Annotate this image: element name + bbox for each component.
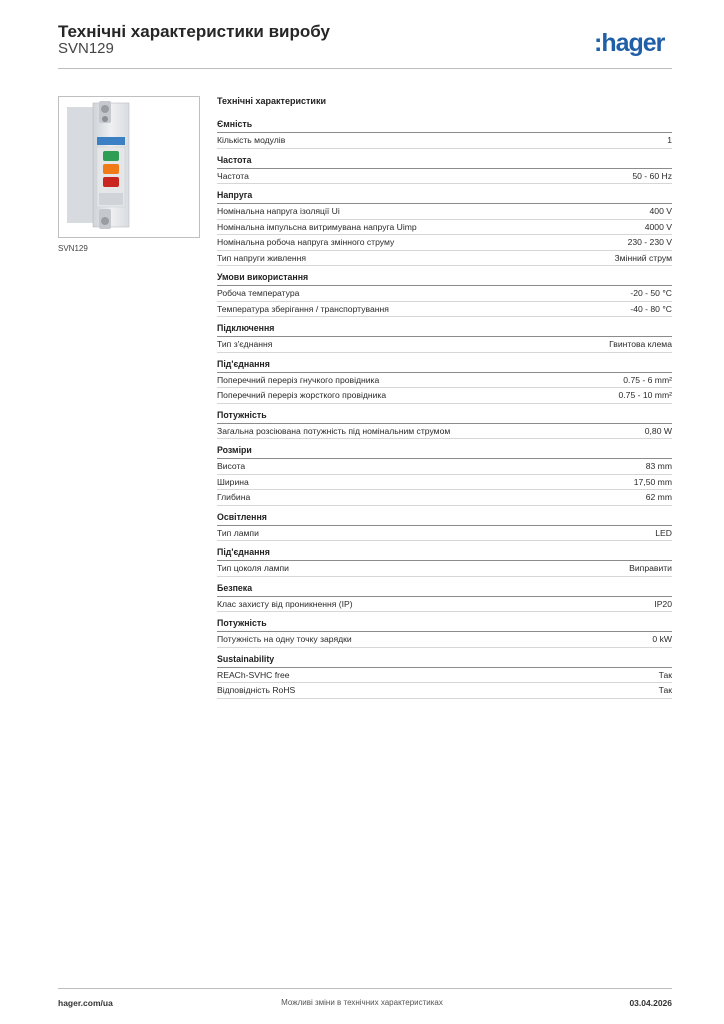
spec-group bbox=[217, 154, 672, 185]
spec-value: LED bbox=[655, 527, 672, 538]
spec-row bbox=[217, 286, 672, 302]
spec-value: IP20 bbox=[654, 598, 672, 609]
spec-value: 0,80 W bbox=[644, 425, 672, 436]
spec-value: 1 bbox=[667, 135, 672, 145]
spec-label: Температура зберігання / транспортування bbox=[217, 303, 389, 314]
spec-group-title: Ємність bbox=[217, 118, 672, 133]
spec-group-title: Підключення bbox=[217, 322, 672, 337]
spec-value: Гвинтова клема bbox=[609, 339, 672, 349]
spec-group-title: Під'єднання bbox=[217, 546, 672, 561]
spec-value: 0.75 - 6 mm² bbox=[623, 374, 672, 385]
spec-group bbox=[217, 189, 672, 266]
spec-value: 17,50 mm bbox=[633, 476, 672, 487]
spec-group bbox=[217, 546, 672, 577]
spec-value: 50 - 60 Hz bbox=[632, 170, 672, 181]
spec-row bbox=[217, 597, 672, 613]
spec-group bbox=[217, 271, 672, 317]
spec-label: Висота bbox=[217, 461, 246, 471]
footer-date: 03.04.2026 bbox=[629, 998, 672, 1008]
product-image bbox=[58, 96, 200, 238]
spec-group-title: Розміри bbox=[217, 444, 672, 459]
spec-value: 62 mm bbox=[645, 492, 672, 502]
spec-label: Кількість модулів bbox=[217, 135, 286, 145]
spec-label: Потужність на одну точку зарядки bbox=[217, 634, 352, 644]
spec-label: Тип лампи bbox=[217, 527, 259, 538]
spec-row bbox=[217, 251, 672, 267]
spec-row bbox=[217, 683, 672, 699]
spec-label: Робоча температура bbox=[217, 288, 300, 298]
spec-group bbox=[217, 511, 672, 542]
red-indicator bbox=[103, 177, 119, 187]
spec-label: Тип цоколя лампи bbox=[217, 563, 289, 573]
spec-row bbox=[217, 373, 672, 389]
spec-group-title: Під'єднання bbox=[217, 358, 672, 373]
page-title: Технічні характеристики виробу bbox=[58, 22, 330, 41]
spec-label: Відповідність RoHS bbox=[217, 685, 296, 695]
product-illustration bbox=[59, 97, 199, 237]
spec-row bbox=[217, 561, 672, 577]
spec-label: Поперечний переріз жорсткого провідника bbox=[217, 390, 387, 400]
spec-label: REACh-SVHC free bbox=[217, 669, 290, 680]
hager-logo bbox=[594, 28, 674, 58]
spec-group bbox=[217, 322, 672, 353]
spec-label: Номінальна імпульсна витримувана напруга Uimp bbox=[217, 221, 417, 232]
spec-group bbox=[217, 444, 672, 506]
spec-group-title: Освітлення bbox=[217, 511, 672, 526]
specs-table bbox=[217, 95, 672, 699]
spec-value: Так bbox=[658, 669, 672, 680]
spec-row bbox=[217, 204, 672, 220]
spec-value: 0.75 - 10 mm² bbox=[618, 390, 672, 400]
spec-group-title: Потужність bbox=[217, 409, 672, 424]
specs-title: Технічні характеристики bbox=[217, 96, 326, 106]
hager-logo-text: :hager bbox=[594, 29, 665, 57]
spec-row bbox=[217, 388, 672, 404]
spec-row bbox=[217, 475, 672, 491]
spec-group-title: Потужність bbox=[217, 617, 672, 632]
spec-value: 4000 V bbox=[644, 221, 672, 232]
spec-label: Частота bbox=[217, 170, 249, 181]
spec-row bbox=[217, 337, 672, 353]
spec-row bbox=[217, 133, 672, 149]
orange-indicator bbox=[103, 164, 119, 174]
spec-row bbox=[217, 459, 672, 475]
spec-value: 83 mm bbox=[645, 461, 672, 471]
product-code: SVN129 bbox=[58, 40, 114, 57]
spec-label: Номінальна напруга ізоляції Ui bbox=[217, 206, 340, 216]
spec-group-title: Частота bbox=[217, 154, 672, 169]
spec-label: Ширина bbox=[217, 476, 249, 487]
spec-group bbox=[217, 358, 672, 404]
spec-value: 230 - 230 V bbox=[627, 237, 672, 247]
spec-value: -40 - 80 °C bbox=[630, 303, 672, 314]
spec-value: Виправити bbox=[629, 563, 672, 573]
footer-website[interactable]: hager.com/ua bbox=[58, 998, 113, 1008]
product-caption: SVN129 bbox=[58, 244, 88, 253]
spec-row bbox=[217, 235, 672, 251]
spec-row bbox=[217, 220, 672, 236]
spec-label: Загальна розсіювана потужність під номінальним струмом bbox=[217, 425, 451, 436]
spec-row bbox=[217, 668, 672, 684]
spec-row bbox=[217, 526, 672, 542]
spec-group-title: Безпека bbox=[217, 582, 672, 597]
spec-group bbox=[217, 617, 672, 648]
spec-row bbox=[217, 424, 672, 440]
spec-value: 0 kW bbox=[652, 634, 672, 644]
spec-label: Тип напруги живлення bbox=[217, 252, 307, 263]
footer-disclaimer: Можливі зміни в технічних характеристиках bbox=[281, 998, 443, 1007]
spec-group bbox=[217, 653, 672, 699]
spec-group bbox=[217, 582, 672, 613]
spec-groups bbox=[217, 118, 672, 699]
spec-row bbox=[217, 302, 672, 318]
header-divider bbox=[58, 68, 672, 69]
spec-label: Номінальна робоча напруга змінного струму bbox=[217, 237, 395, 247]
spec-label: Клас захисту від проникнення (IP) bbox=[217, 598, 353, 609]
spec-row bbox=[217, 632, 672, 648]
spec-row bbox=[217, 490, 672, 506]
spec-value: 400 V bbox=[649, 206, 672, 216]
spec-group-title: Умови використання bbox=[217, 271, 672, 286]
green-indicator bbox=[103, 151, 119, 161]
spec-group-title: Sustainability bbox=[217, 653, 672, 668]
spec-label: Тип з'єднання bbox=[217, 339, 273, 349]
spec-group bbox=[217, 118, 672, 149]
spec-value: Так bbox=[658, 685, 672, 695]
spec-group-title: Напруга bbox=[217, 189, 672, 204]
spec-group bbox=[217, 409, 672, 440]
spec-row bbox=[217, 169, 672, 185]
spec-label: Поперечний переріз гнучкого провідника bbox=[217, 374, 380, 385]
footer-divider bbox=[58, 988, 672, 989]
spec-value: Змінний струм bbox=[614, 252, 672, 263]
spec-label: Глибина bbox=[217, 492, 251, 502]
spec-value: -20 - 50 °C bbox=[630, 288, 672, 298]
